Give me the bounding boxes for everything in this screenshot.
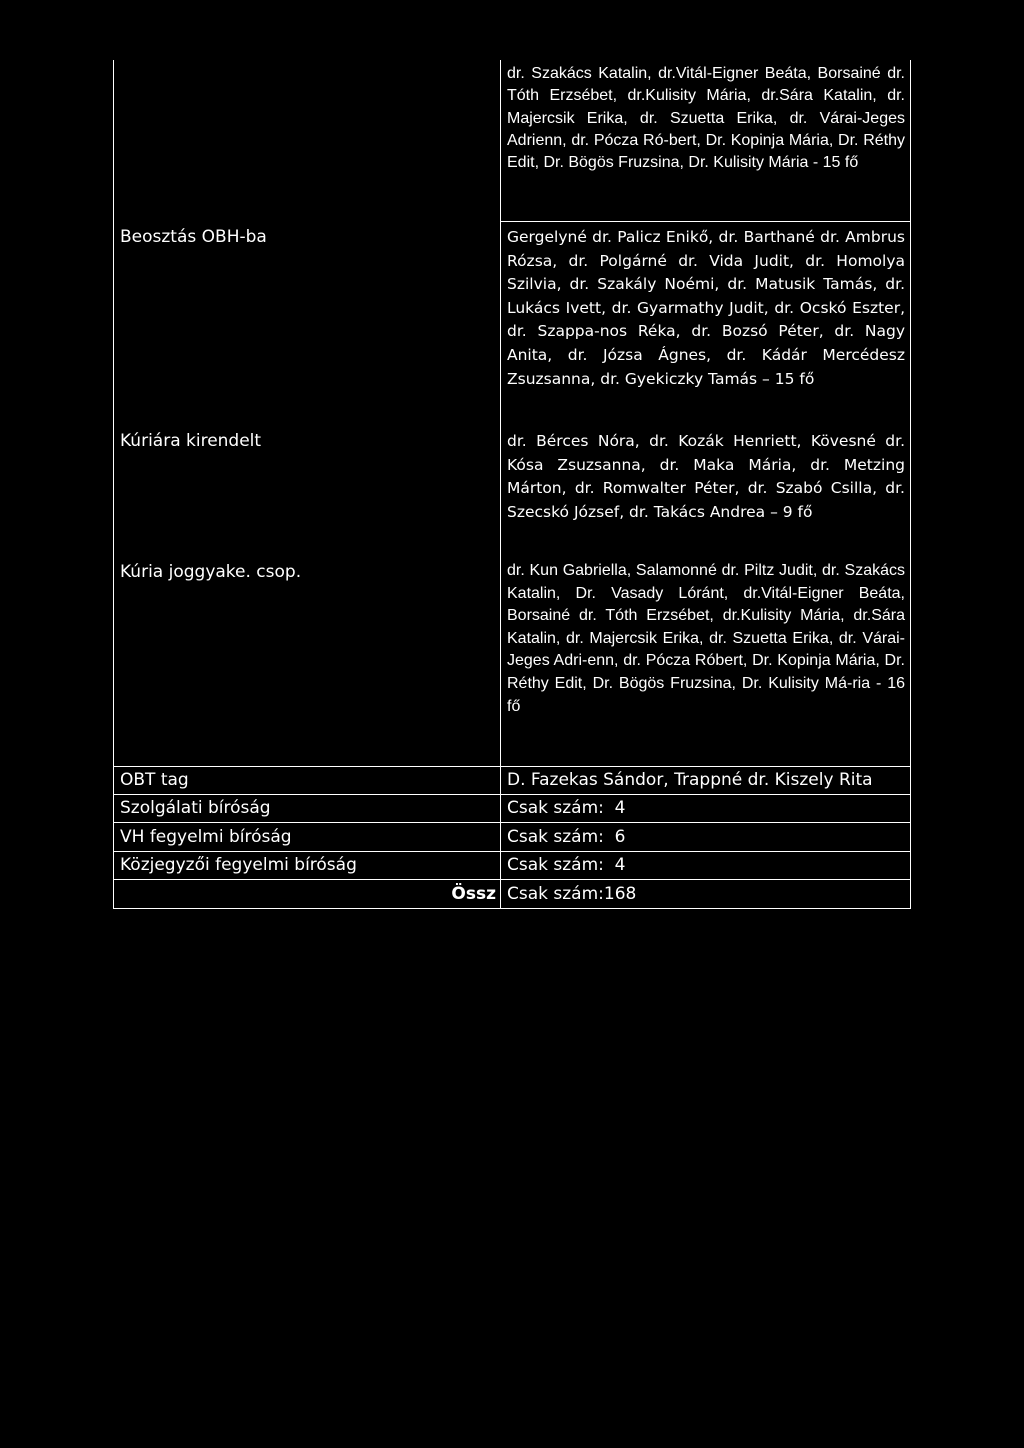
row-3-label: Kúria joggyake. csop. [120,562,302,582]
row-6-count: Csak szám: 6 [507,827,626,847]
row-0-names: dr. Szakács Katalin, dr.Vitál-Eigner Beáta, Borsainé dr. Tóth Erzsébet, dr.Kulisity Mária, dr.Sára Katalin, dr. Majercsik Erika, dr. Szuetta Erika, dr. Várai-Jeges Adrienn, dr. Pócza Ró-bert, Dr. Kopinja Mária, Dr. Réthy Edit, Dr. Bögös Fruzsina, Dr. Kulisity Mária - 15 fő [507,65,905,172]
table-border-middle [500,60,501,909]
table-border-left [113,60,114,909]
row-1-names: Gergelyné dr. Palicz Enikő, dr. Barthané dr. Ambrus Rózsa, dr. Polgárné dr. Vida Judit, dr. Homolya Szilvia, dr. Szakály Noémi, dr. Matusik Tamás, dr. Lukács Ivett, dr. Gyarmathy Judit, dr. Ocskó Eszter, dr. Szappa-nos Réka, dr. Bozsó Péter, dr. Nagy Anita, dr. Józsa Ágnes, dr. Kádár Mercédesz Zsuzsanna, dr. Gyekiczky Tamás – 15 fő [507,228,905,388]
row-divider [113,851,911,852]
row-5-label: Szolgálati bíróság [120,798,271,818]
row-divider [113,794,911,795]
row-2-label: Kúriára kirendelt [120,431,262,451]
table-border-right [910,60,911,909]
row-7-label: Közjegyzői fegyelmi bíróság [120,855,357,875]
row-3-names: dr. Kun Gabriella, Salamonné dr. Piltz Judit, dr. Szakács Katalin, Dr. Vasady Lóránt, dr.Vitál-Eigner Beáta, Borsainé dr. Tóth Erzsébet, dr.Kulisity Mária, dr.Sára Katalin, dr. Majercsik Erika, dr. Szuetta Erika, dr. Várai-Jeges Adri-enn, dr. Pócza Róbert, Dr. Kopinja Mária, Dr. Réthy Edit, Dr. Bögös Fruzsina, Dr. Kulisity Má-ria - 16 fő [507,562,905,715]
row-7-count: Csak szám: 4 [507,855,626,875]
total-count: Csak szám:168 [507,884,637,904]
row-divider [113,822,911,823]
row-4-names: D. Fazekas Sándor, Trappné dr. Kiszely Rita [507,770,873,790]
row-5-count: Csak szám: 4 [507,798,626,818]
total-label: Össz [451,884,496,904]
row-6-label: VH fegyelmi bíróság [120,827,292,847]
row-2-names: dr. Bérces Nóra, dr. Kozák Henriett, Kövesné dr. Kósa Zsuzsanna, dr. Maka Mária, dr. Metzing Márton, dr. Romwalter Péter, dr. Szabó Csilla, dr. Szecskó József, dr. Takács Andrea – 9 fő [507,432,905,521]
row-divider [113,766,911,767]
row-4-label: OBT tag [120,770,189,790]
row-divider [113,879,911,880]
table-border-bottom [113,908,911,909]
row-1-label: Beosztás OBH-ba [120,227,267,247]
row-divider [500,221,911,222]
